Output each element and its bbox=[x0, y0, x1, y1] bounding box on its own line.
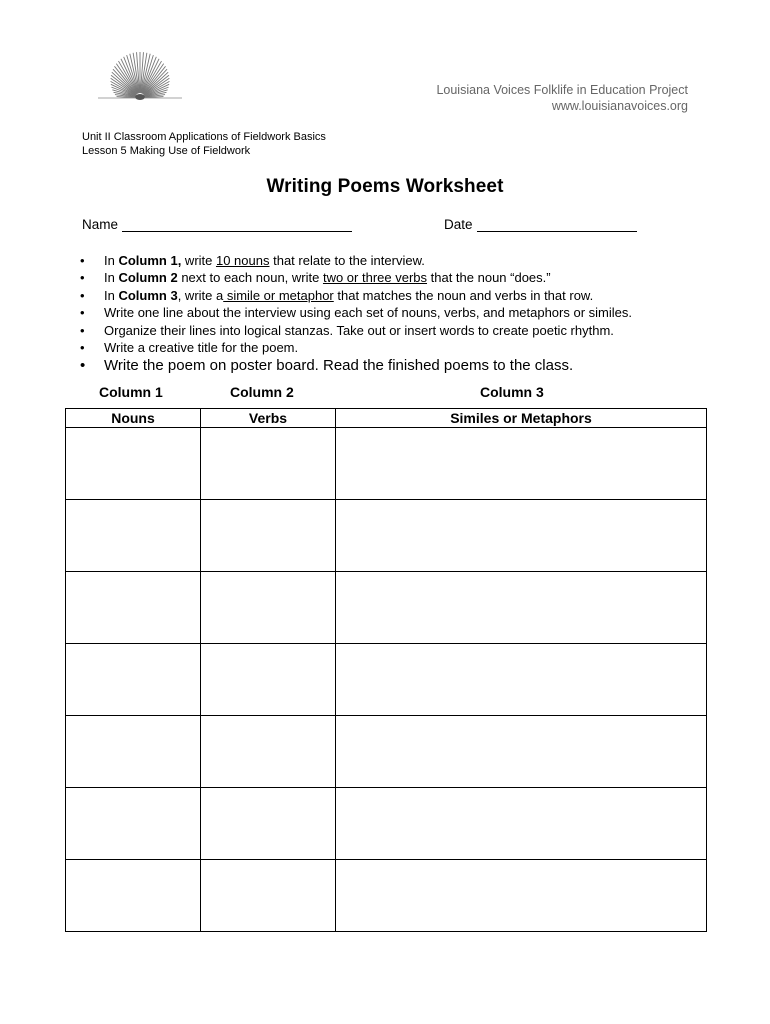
instruction-text: In bbox=[104, 253, 119, 268]
name-label: Name bbox=[82, 217, 119, 232]
simile-metaphor-cell[interactable] bbox=[336, 500, 707, 572]
bullet-icon: • bbox=[80, 287, 85, 303]
organization-url: www.louisianavoices.org bbox=[551, 99, 688, 113]
organization-block bbox=[436, 82, 688, 114]
instruction-text: that the noun “does.” bbox=[427, 270, 551, 286]
instruction-text: In bbox=[104, 287, 119, 303]
poem-worksheet-table bbox=[65, 408, 707, 932]
instruction-text: Write one line about the interview using each set of nouns, verbs, and metaphors or similes. bbox=[104, 305, 632, 321]
simile-metaphor-cell[interactable] bbox=[336, 428, 707, 500]
simile-metaphor-cell[interactable] bbox=[336, 716, 707, 788]
simile-metaphor-cell[interactable] bbox=[336, 788, 707, 860]
organization-name: Louisiana Voices Folklife in Education Project bbox=[436, 83, 688, 97]
noun-cell[interactable] bbox=[66, 500, 201, 572]
noun-cell[interactable] bbox=[66, 572, 201, 644]
bullet-icon: • bbox=[80, 357, 86, 375]
verb-cell[interactable] bbox=[201, 716, 336, 788]
table-row bbox=[66, 428, 707, 500]
instruction-item bbox=[80, 304, 632, 321]
radiating-fan-logo-icon bbox=[94, 46, 186, 104]
instruction-text: that relate to the interview. bbox=[269, 253, 425, 268]
bullet-icon: • bbox=[80, 270, 85, 286]
bullet-icon: • bbox=[80, 305, 85, 321]
bullet-icon: • bbox=[80, 322, 85, 338]
date-field bbox=[444, 217, 637, 232]
noun-cell[interactable] bbox=[66, 788, 201, 860]
name-field bbox=[82, 217, 352, 232]
instructions-list bbox=[80, 252, 632, 376]
date-blank-line[interactable] bbox=[477, 217, 637, 232]
instruction-underline: 10 nouns bbox=[215, 253, 270, 268]
verb-cell[interactable] bbox=[201, 860, 336, 932]
instruction-emphasis: Column 1, bbox=[118, 253, 182, 268]
instruction-text: , write a bbox=[177, 287, 224, 303]
table-row bbox=[66, 788, 707, 860]
instruction-text: next to each noun, write bbox=[177, 270, 323, 286]
instruction-item bbox=[80, 252, 632, 269]
name-blank-line[interactable] bbox=[122, 217, 352, 232]
verb-cell[interactable] bbox=[201, 572, 336, 644]
instruction-text: In bbox=[104, 270, 119, 286]
worksheet-title: Writing Poems Worksheet bbox=[266, 176, 504, 197]
instruction-text: that matches the noun and verbs in that row. bbox=[333, 287, 594, 303]
instruction-text: Write the poem on poster board. Read the finished poems to the class. bbox=[104, 357, 574, 375]
noun-cell[interactable] bbox=[66, 716, 201, 788]
simile-metaphor-cell[interactable] bbox=[336, 860, 707, 932]
instruction-emphasis: Column 3 bbox=[118, 287, 178, 303]
simile-metaphor-cell[interactable] bbox=[336, 572, 707, 644]
instruction-underline: two or three verbs bbox=[322, 270, 428, 286]
header-similes-metaphors: Similes or Metaphors bbox=[336, 409, 707, 428]
unit-title: Unit II Classroom Applications of Fieldwork Basics bbox=[82, 131, 326, 143]
verb-cell[interactable] bbox=[201, 500, 336, 572]
simile-metaphor-cell[interactable] bbox=[336, 644, 707, 716]
instruction-text: write bbox=[181, 253, 216, 268]
noun-cell[interactable] bbox=[66, 428, 201, 500]
instruction-text: Organize their lines into logical stanzas. Take out or insert words to create poetic rhythm. bbox=[104, 322, 614, 338]
table-header-row bbox=[66, 409, 707, 428]
instruction-item bbox=[80, 339, 632, 356]
table-row bbox=[66, 572, 707, 644]
instruction-item bbox=[80, 287, 632, 304]
instruction-item bbox=[80, 356, 632, 376]
verb-cell[interactable] bbox=[201, 788, 336, 860]
column-3-label: Column 3 bbox=[480, 384, 544, 400]
header-verbs: Verbs bbox=[201, 409, 336, 428]
table-row bbox=[66, 860, 707, 932]
verb-cell[interactable] bbox=[201, 644, 336, 716]
verb-cell[interactable] bbox=[201, 428, 336, 500]
bullet-icon: • bbox=[80, 340, 85, 356]
instruction-emphasis: Column 2 bbox=[118, 270, 178, 286]
column-1-label: Column 1 bbox=[99, 384, 163, 400]
table-row bbox=[66, 500, 707, 572]
table-body bbox=[66, 428, 707, 932]
table-row bbox=[66, 644, 707, 716]
noun-cell[interactable] bbox=[66, 644, 201, 716]
noun-cell[interactable] bbox=[66, 860, 201, 932]
instruction-text: Write a creative title for the poem. bbox=[104, 340, 299, 356]
table-row bbox=[66, 716, 707, 788]
column-2-label: Column 2 bbox=[230, 384, 294, 400]
instruction-underline: simile or metaphor bbox=[223, 287, 334, 303]
instruction-item bbox=[80, 322, 632, 339]
bullet-icon: • bbox=[80, 253, 85, 268]
unit-lesson-block bbox=[82, 130, 326, 158]
header-nouns: Nouns bbox=[66, 409, 201, 428]
date-label: Date bbox=[444, 217, 473, 232]
lesson-title: Lesson 5 Making Use of Fieldwork bbox=[82, 145, 251, 157]
instruction-item bbox=[80, 269, 632, 286]
